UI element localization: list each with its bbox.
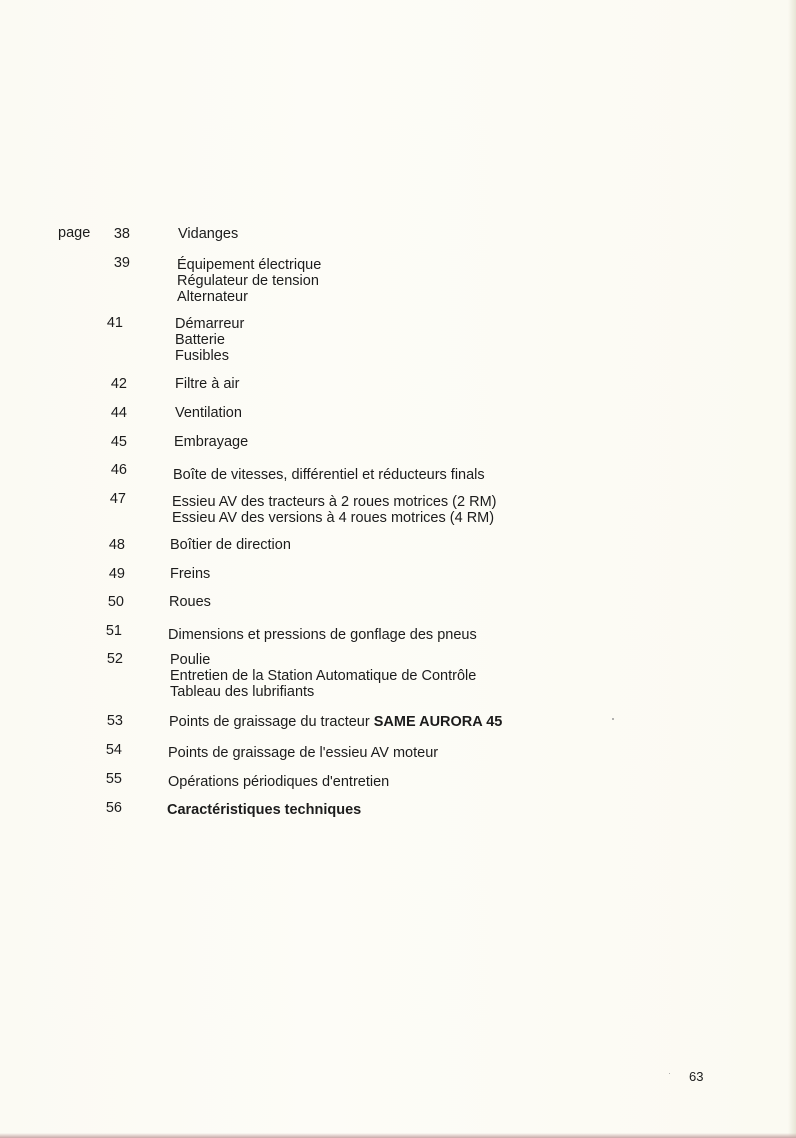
page-folio: 63 [689,1069,704,1084]
page-number: 55 [105,771,122,787]
entry-title: Démarreur [175,316,245,332]
page-label: page [58,225,91,241]
page-number: 52 [106,651,123,667]
page-number: 49 [108,566,125,582]
page-number: 39 [113,255,130,271]
paper-speck [669,1073,670,1074]
page-number: 48 [108,537,125,553]
entry-title: Freins [170,566,211,582]
entry-title: Roues [169,594,211,610]
entry-title: Régulateur de tension [177,273,319,289]
entry-title: Alternateur [177,289,248,305]
page-bottom-edge [0,1133,796,1138]
entry-title: Opérations périodiques d'entretien [168,774,390,790]
entry-title [169,714,502,730]
page-edge-shadow [788,0,796,1138]
entry-title: Embrayage [174,434,249,450]
page-number: 56 [105,800,122,816]
page-number: 47 [109,491,126,507]
page-number: 53 [106,713,123,729]
entry-title: Ventilation [175,405,242,421]
entry-title: Batterie [175,332,225,348]
tractor-model: SAME AURORA 45 [373,714,503,730]
entry-title: Équipement électrique [177,257,322,273]
page-number: 38 [113,226,130,242]
entry-title: Tableau des lubrifiants [170,684,315,700]
page-number: 42 [110,376,127,392]
page-number: 46 [110,462,127,478]
entry-title: Caractéristiques techniques [167,802,362,818]
entry-title: Filtre à air [175,376,240,392]
entry-title: Essieu AV des versions à 4 roues motrices (4 RM) [172,510,495,526]
page-number: 45 [110,434,127,450]
paper-speck [612,718,614,720]
entry-title: Essieu AV des tracteurs à 2 roues motrices (2 RM) [172,494,497,510]
entry-title: Poulie [170,652,211,668]
page-number: 41 [106,315,123,331]
entry-title: Vidanges [178,226,239,242]
entry-title: Boîte de vitesses, différentiel et réducteurs finals [173,467,485,483]
entry-title: Entretien de la Station Automatique de Contrôle [170,668,477,684]
page-number: 44 [110,405,127,421]
page-number: 50 [107,594,124,610]
entry-title: Boîtier de direction [170,537,291,553]
page-number: 51 [105,623,122,639]
entry-title: Dimensions et pressions de gonflage des pneus [168,627,477,643]
page-number: 54 [105,742,122,758]
entry-title: Points de graissage de l'essieu AV moteur [168,745,439,761]
entry-title: Fusibles [175,348,229,364]
entry-title-text: Points de graissage du tracteur [169,714,374,730]
